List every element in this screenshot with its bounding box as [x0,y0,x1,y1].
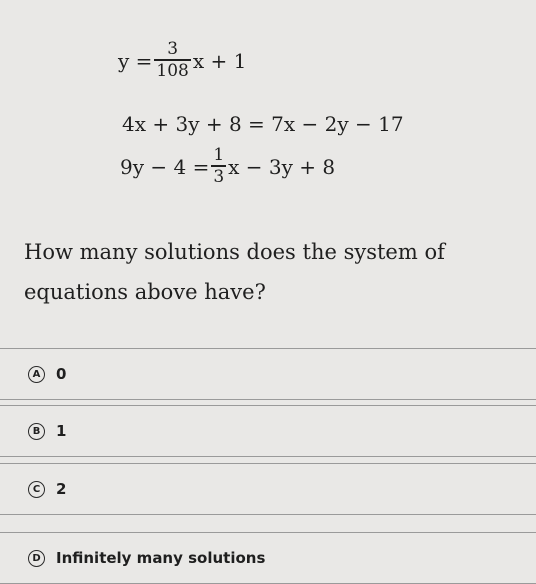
equation-2 [122,112,404,136]
fraction-denominator: 3 [213,167,225,187]
equation-3-fraction [211,146,226,187]
equation-1-fraction [154,40,190,81]
fraction-denominator: 108 [156,61,189,81]
option-text: Infinitely many solutions [56,549,266,567]
answer-option-a[interactable] [0,348,536,400]
option-letter-badge: A [28,366,45,383]
answer-option-b[interactable] [0,405,536,457]
equation-1 [118,40,246,81]
equation-2-text: 4x + 3y + 8 = 7x − 2y − 17 [122,112,404,136]
fraction-numerator: 1 [213,145,225,165]
fraction-numerator: 3 [167,39,179,59]
equation-1-rhs: x + 1 [192,48,247,73]
equation-3-rhs: x − 3y + 8 [228,154,336,179]
option-text: 0 [56,365,67,383]
answer-option-d[interactable] [0,532,536,584]
option-text: 1 [56,422,67,440]
question-text: How many solutions does the system of equations above have? [24,240,445,304]
option-letter-badge: B [28,423,45,440]
option-letter-badge: C [28,481,45,498]
option-letter-badge: D [28,550,45,567]
equation-3 [120,146,335,187]
equation-1-lhs: y = [118,48,153,73]
equation-3-lhs: 9y − 4 = [120,154,210,179]
answer-option-c[interactable] [0,463,536,515]
option-text: 2 [56,480,67,498]
